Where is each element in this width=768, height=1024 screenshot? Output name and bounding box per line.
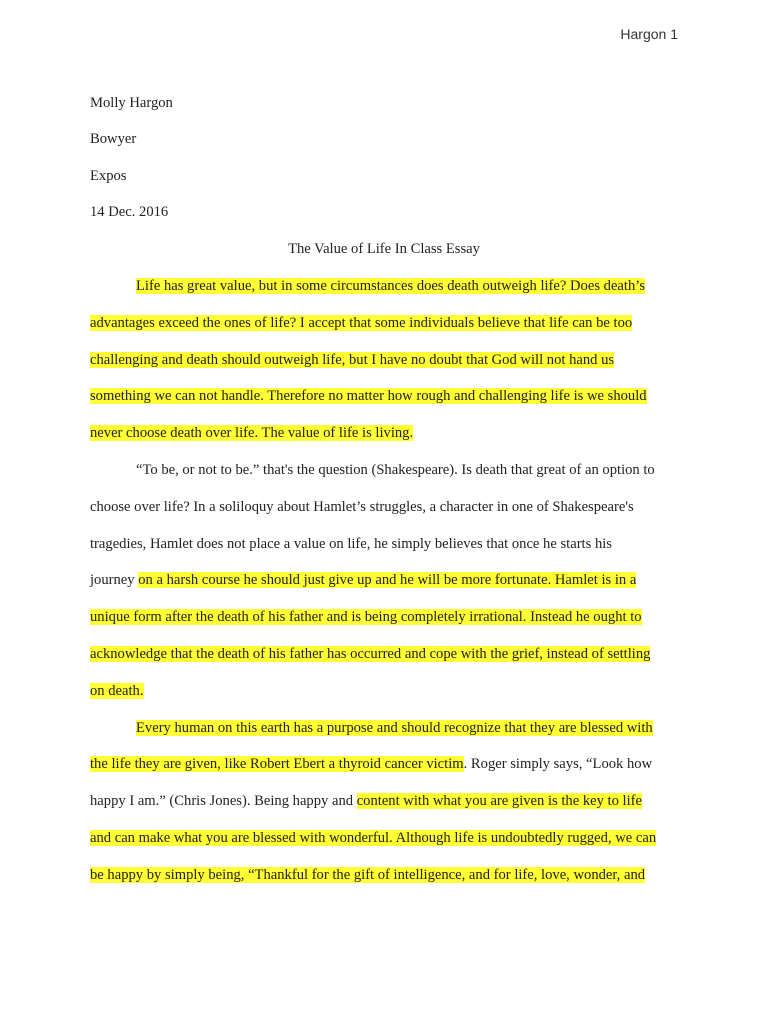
- highlighted-text: Life has great value, but in some circumstances does death outweigh life? Does death’s: [136, 278, 645, 294]
- highlighted-text: on a harsh course he should just give up and he will be more fortunate. Hamlet is in a: [138, 572, 637, 589]
- highlighted-text: the life they are given, like Robert Ebert a thyroid cancer victim: [90, 756, 464, 773]
- paragraph-1-line-2: [90, 313, 632, 333]
- highlighted-text: advantages exceed the ones of life? I accept that some individuals believe that life can be too: [90, 314, 633, 331]
- body-text: “To be, or not to be.” that's the question (Shakespeare). Is death that great of an option to: [136, 462, 655, 478]
- highlighted-text: challenging and death should outweigh life, but I have no doubt that God will not hand us: [90, 351, 615, 368]
- paragraph-2-line-4: [90, 570, 636, 590]
- course-name: Expos: [90, 168, 127, 184]
- highlighted-text: on death.: [90, 682, 144, 699]
- paragraph-3-line-1: [136, 718, 653, 738]
- body-text: journey: [90, 572, 139, 589]
- paragraph-1-line-1: [136, 276, 645, 296]
- paragraph-2-line-1: [136, 460, 655, 480]
- paragraph-2-line-3: [90, 534, 612, 554]
- highlighted-text: never choose death over life. The value of life is living.: [90, 425, 414, 442]
- paragraph-2-line-7: [90, 681, 144, 701]
- paragraph-3-line-2: [90, 754, 652, 774]
- essay-date: 14 Dec. 2016: [90, 204, 169, 220]
- paragraph-3-line-5: [90, 865, 645, 885]
- paragraph-1-line-4: [90, 386, 647, 406]
- paragraph-2-line-5: [90, 607, 642, 627]
- body-text: tragedies, Hamlet does not place a value on life, he simply believes that once he starts his: [90, 535, 612, 552]
- body-text: choose over life? In a soliloquy about Hamlet’s struggles, a character in one of Shakespeare's: [90, 498, 634, 515]
- highlighted-text: Every human on this earth has a purpose and should recognize that they are blessed with: [136, 719, 653, 736]
- paragraph-2-line-6: [90, 644, 650, 664]
- instructor-name: Bowyer: [90, 131, 137, 147]
- highlighted-text: and can make what you are blessed with wonderful. Although life is undoubtedly rugged, we can: [90, 830, 657, 846]
- highlighted-text: unique form after the death of his father and is being completely irrational. Instead he ought to: [90, 609, 642, 626]
- paragraph-3-line-4: [90, 828, 656, 848]
- author-name: Molly Hargon: [90, 95, 173, 111]
- essay-title: The Value of Life In Class Essay: [288, 241, 480, 257]
- paragraph-2-line-2: [90, 497, 634, 517]
- paragraph-1-line-5: [90, 423, 413, 443]
- highlighted-text: something we can not handle. Therefore no matter how rough and challenging life is we should: [90, 388, 647, 405]
- body-text: happy I am.” (Chris Jones). Being happy and: [90, 793, 357, 810]
- body-text: . Roger simply says, “Look how: [463, 756, 653, 773]
- paragraph-3-line-3: [90, 791, 642, 811]
- page-header-label: Hargon 1: [620, 26, 678, 42]
- highlighted-text: be happy by simply being, “Thankful for the gift of intelligence, and for life, love, wonder, and: [90, 866, 646, 883]
- paragraph-1-line-3: [90, 350, 614, 370]
- highlighted-text: content with what you are given is the key to life: [356, 793, 642, 810]
- highlighted-text: acknowledge that the death of his father has occurred and cope with the grief, instead of settling: [90, 646, 651, 662]
